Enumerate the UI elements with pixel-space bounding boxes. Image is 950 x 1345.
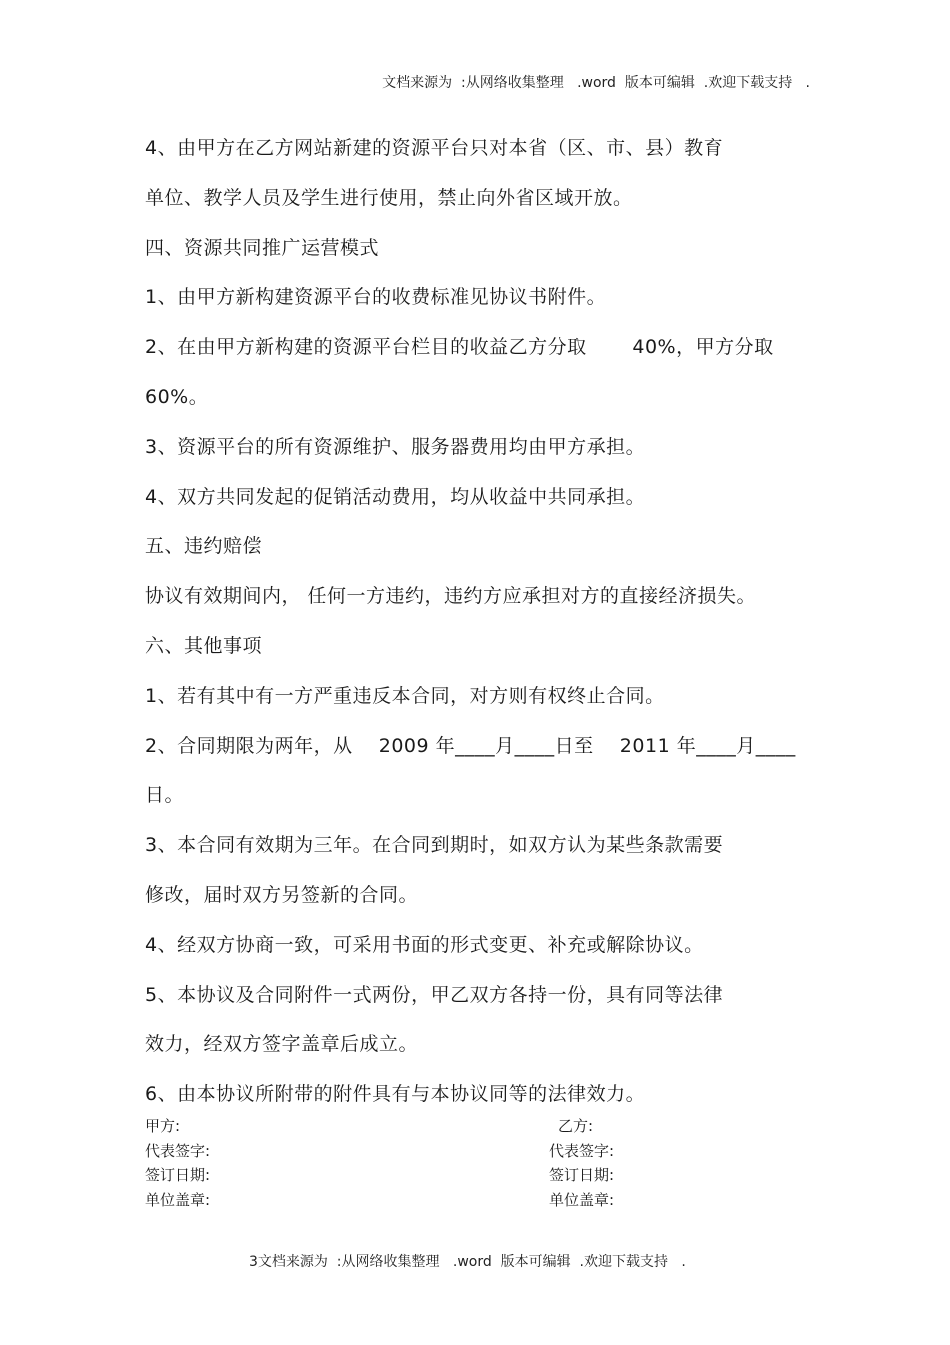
body-line: 2、合同期限为两年，从 2009 年____月____日至 2011 年____月____ bbox=[145, 734, 796, 757]
party-b-sign-date: 签订日期: bbox=[549, 1166, 615, 1184]
body-line: 协议有效期间内， 任何一方违约，违约方应承担对方的直接经济损失。 bbox=[145, 585, 757, 608]
body-line: 1、若有其中有一方严重违反本合同，对方则有权终止合同。 bbox=[145, 684, 665, 707]
section-heading-5: 五、违约赔偿 bbox=[145, 535, 263, 558]
body-line: 5、本协议及合同附件一式两份，甲乙双方各持一份，具有同等法律 bbox=[145, 983, 724, 1006]
party-b-rep-signature: 代表签字: bbox=[549, 1141, 615, 1160]
body-line: 单位、教学人员及学生进行使用，禁止向外省区域开放。 bbox=[145, 186, 633, 209]
body-line: 4、由甲方在乙方网站新建的资源平台只对本省（区、市、县）教育 bbox=[145, 137, 724, 159]
body-line: 2、在由甲方新构建的资源平台栏目的收益乙方分取 40%，甲方分取 bbox=[145, 336, 774, 359]
signature-row-rep bbox=[145, 1139, 665, 1164]
signature-row-date bbox=[145, 1163, 665, 1188]
party-b-seal: 单位盖章: bbox=[549, 1190, 615, 1209]
body-line: 日。 bbox=[145, 784, 185, 807]
section-heading-6: 六、其他事项 bbox=[145, 634, 263, 657]
footer-source-note: 3文档来源为 :从网络收集整理 .word 版本可编辑 .欢迎下载支持 . bbox=[249, 1254, 686, 1270]
body-line: 60%。 bbox=[145, 385, 209, 408]
party-a-rep-signature: 代表签字: bbox=[145, 1141, 211, 1160]
body-line: 4、双方共同发起的促销活动费用，均从收益中共同承担。 bbox=[145, 485, 646, 508]
body-line: 效力，经双方签字盖章后成立。 bbox=[145, 1033, 419, 1056]
body-line: 6、由本协议所附带的附件具有与本协议同等的法律效力。 bbox=[145, 1083, 646, 1106]
signature-row-party bbox=[145, 1114, 665, 1139]
header-source-note: 文档来源为 :从网络收集整理 .word 版本可编辑 .欢迎下载支持 . bbox=[382, 75, 810, 91]
party-b-label: 乙方: bbox=[558, 1117, 594, 1135]
body-line: 4、经双方协商一致，可采用书面的形式变更、补充或解除协议。 bbox=[145, 933, 704, 956]
party-a-seal: 单位盖章: bbox=[145, 1190, 211, 1209]
body-line: 3、本合同有效期为三年。在合同到期时，如双方认为某些条款需要 bbox=[145, 834, 724, 857]
contract-body bbox=[145, 124, 825, 1120]
signature-block bbox=[145, 1114, 665, 1214]
party-a-label: 甲方: bbox=[145, 1117, 181, 1135]
party-a-sign-date: 签订日期: bbox=[145, 1166, 211, 1184]
body-line: 修改，届时双方另签新的合同。 bbox=[145, 883, 419, 906]
body-line: 3、资源平台的所有资源维护、服务器费用均由甲方承担。 bbox=[145, 435, 646, 458]
section-heading-4: 四、资源共同推广运营模式 bbox=[145, 236, 380, 259]
signature-row-seal bbox=[145, 1188, 665, 1213]
body-line: 1、由甲方新构建资源平台的收费标准见协议书附件。 bbox=[145, 286, 607, 309]
